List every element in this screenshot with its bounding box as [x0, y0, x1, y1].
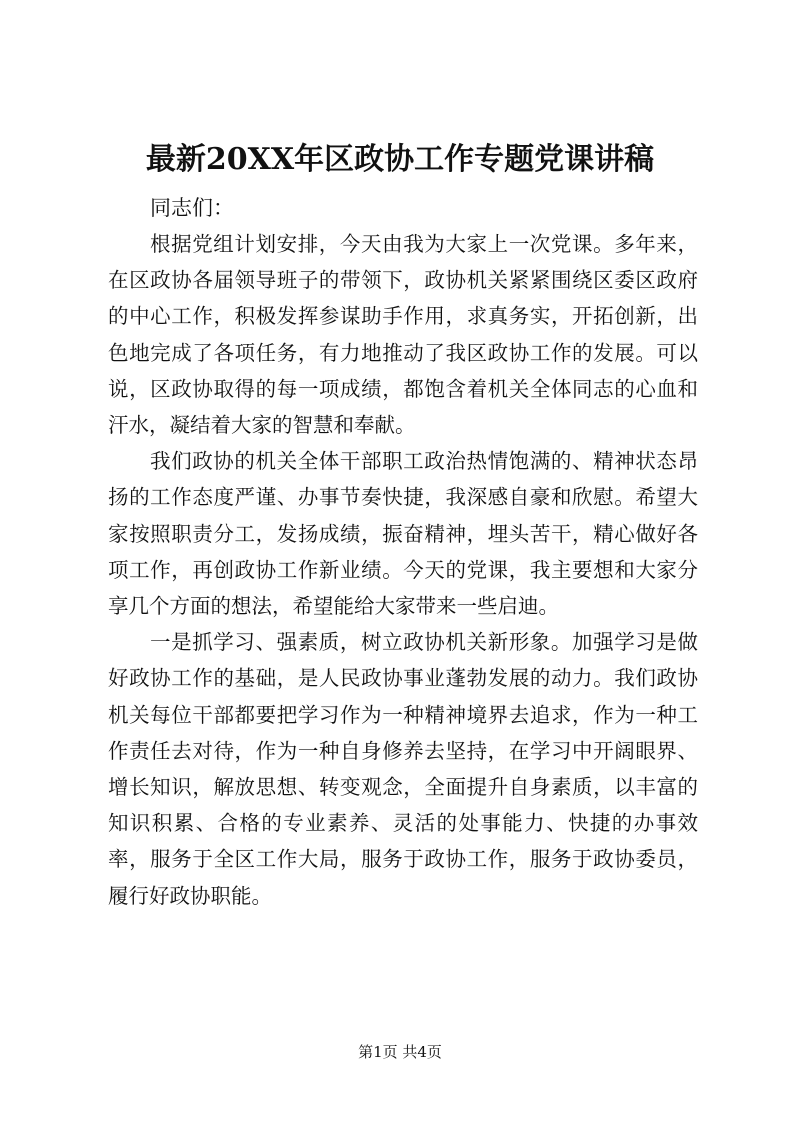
paragraph: 一是抓学习、强素质，树立政协机关新形象。加强学习是做好政协工作的基础，是人民政协事业蓬勃发展的动力。我们政协机关每位干部都要把学习作为一种精神境界去追求，作为一种工作责任去对待，作为一种自身修养去坚持，在学习中开阔眼界、增长知识，解放思想、转变观念，全面提升自身素质，以丰富的知识积累、合格的专业素养、灵活的处事能力、快捷的办事效率，服务于全区工作大局，服务于政协工作，服务于政协委员，履行好政协职能。: [108, 630, 698, 908]
greeting: 同志们：: [150, 196, 234, 220]
document-body: [108, 226, 698, 914]
document-title: 最新20XX年区政协工作专题党课讲稿: [145, 142, 655, 177]
paragraph: 我们政协的机关全体干部职工政治热情饱满的、精神状态昂扬的工作态度严谨、办事节奏快捷，我深感自豪和欣慰。希望大家按照职责分工，发扬成绩，振奋精神，埋头苦干，精心做好各项工作，再创政协工作新业绩。今天的党课，我主要想和大家分享几个方面的想法，希望能给大家带来一些启迪。: [108, 449, 698, 619]
paragraph: 根据党组计划安排，今天由我为大家上一次党课。多年来，在区政协各届领导班子的带领下，政协机关紧紧围绕区委区政府的中心工作，积极发挥参谋助手作用，求真务实，开拓创新，出色地完成了各项任务，有力地推动了我区政协工作的发展。可以说，区政协取得的每一项成绩，都饱含着机关全体同志的心血和汗水，凝结着大家的智慧和奉献。: [108, 232, 698, 438]
page-footer: 第1页 共4页: [358, 1043, 442, 1061]
